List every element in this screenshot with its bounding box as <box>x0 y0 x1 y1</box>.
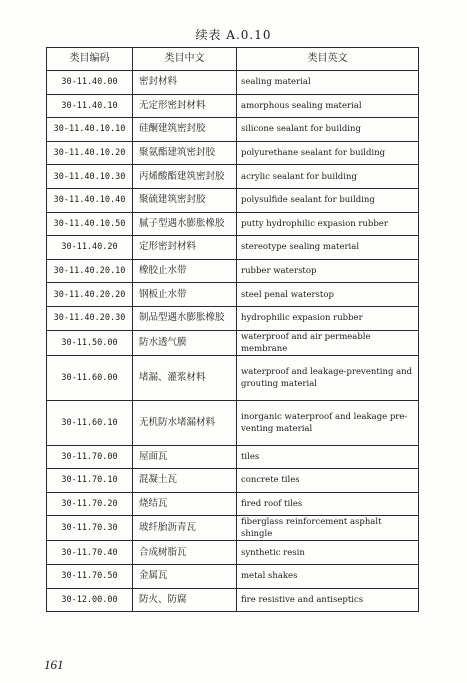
code-cell: 30-11.50.00 <box>47 330 133 355</box>
table-row <box>47 259 419 283</box>
header-code: 类目编码 <box>47 48 133 71</box>
english-cell: waterproof and air permeable membrane <box>237 330 419 355</box>
english-cell: hydrophilic expasion rubber <box>237 306 419 330</box>
chinese-cell: 钢板止水带 <box>133 283 237 307</box>
code-cell: 30-11.70.20 <box>47 492 133 516</box>
chinese-cell: 防水透气膜 <box>133 330 237 355</box>
chinese-cell: 丙烯酸酯建筑密封胶 <box>133 165 237 189</box>
table-row <box>47 330 419 355</box>
english-cell: stereotype sealing material <box>237 236 419 260</box>
table-row <box>47 141 419 165</box>
chinese-cell: 聚硫建筑密封胶 <box>133 188 237 212</box>
english-cell: tiles <box>237 445 419 469</box>
page-number: 161 <box>44 657 64 672</box>
code-cell: 30-11.70.30 <box>47 516 133 541</box>
code-cell: 30-11.70.40 <box>47 541 133 565</box>
code-cell: 30-11.40.10.40 <box>47 188 133 212</box>
english-cell: steel penal waterstop <box>237 283 419 307</box>
table-row <box>47 188 419 212</box>
chinese-cell: 腻子型遇水膨胀橡胶 <box>133 212 237 236</box>
table-row <box>47 588 419 612</box>
table-row <box>47 71 419 95</box>
chinese-cell: 防火、防腐 <box>133 588 237 612</box>
table-row <box>47 94 419 118</box>
header-english: 类目英文 <box>237 48 419 71</box>
classification-table <box>46 47 419 612</box>
table-row <box>47 445 419 469</box>
chinese-cell: 橡胶止水带 <box>133 259 237 283</box>
chinese-cell: 密封材料 <box>133 71 237 95</box>
table-title: 续表 A.0.10 <box>195 28 272 42</box>
code-cell: 30-11.40.20 <box>47 236 133 260</box>
code-cell: 30-11.70.50 <box>47 564 133 588</box>
table-row <box>47 400 419 445</box>
code-cell: 30-11.60.00 <box>47 355 133 400</box>
chinese-cell: 合成树脂瓦 <box>133 541 237 565</box>
english-cell: inorganic waterproof and leakage pre-venting material <box>237 400 419 445</box>
chinese-cell: 无定形密封材料 <box>133 94 237 118</box>
chinese-cell: 制品型遇水膨胀橡胶 <box>133 306 237 330</box>
code-cell: 30-11.70.00 <box>47 445 133 469</box>
code-cell: 30-11.40.20.30 <box>47 306 133 330</box>
table-row <box>47 165 419 189</box>
chinese-cell: 堵漏、灌浆材料 <box>133 355 237 400</box>
english-cell: metal shakes <box>237 564 419 588</box>
english-cell: polysulfide sealant for building <box>237 188 419 212</box>
chinese-cell: 烧结瓦 <box>133 492 237 516</box>
english-cell: rubber waterstop <box>237 259 419 283</box>
table-row <box>47 236 419 260</box>
code-cell: 30-11.40.10.20 <box>47 141 133 165</box>
english-cell: fire resistive and antiseptics <box>237 588 419 612</box>
table-row <box>47 469 419 493</box>
code-cell: 30-11.70.10 <box>47 469 133 493</box>
table-row <box>47 564 419 588</box>
english-cell: acrylic sealant for building <box>237 165 419 189</box>
chinese-cell: 聚氨酯建筑密封胶 <box>133 141 237 165</box>
code-cell: 30-11.40.20.10 <box>47 259 133 283</box>
code-cell: 30-12.00.00 <box>47 588 133 612</box>
chinese-cell: 玻纤胎沥青瓦 <box>133 516 237 541</box>
english-cell: sealing material <box>237 71 419 95</box>
code-cell: 30-11.40.00 <box>47 71 133 95</box>
chinese-cell: 定形密封材料 <box>133 236 237 260</box>
english-cell: fiberglass reinforcement asphalt shingle <box>237 516 419 541</box>
header-chinese: 类目中文 <box>133 48 237 71</box>
english-cell: amorphous sealing material <box>237 94 419 118</box>
chinese-cell: 硅酮建筑密封胶 <box>133 118 237 142</box>
chinese-cell: 金属瓦 <box>133 564 237 588</box>
chinese-cell: 混凝土瓦 <box>133 469 237 493</box>
english-cell: fired roof tiles <box>237 492 419 516</box>
table-row <box>47 212 419 236</box>
table-row <box>47 516 419 541</box>
table-header-row <box>47 48 419 71</box>
code-cell: 30-11.40.10.30 <box>47 165 133 189</box>
chinese-cell: 屋面瓦 <box>133 445 237 469</box>
code-cell: 30-11.40.10.10 <box>47 118 133 142</box>
english-cell: polyurethane sealant for building <box>237 141 419 165</box>
table-row <box>47 306 419 330</box>
code-cell: 30-11.40.20.20 <box>47 283 133 307</box>
table-row <box>47 118 419 142</box>
table-row <box>47 541 419 565</box>
code-cell: 30-11.40.10.50 <box>47 212 133 236</box>
english-cell: concrete tiles <box>237 469 419 493</box>
english-cell: silicone sealant for building <box>237 118 419 142</box>
code-cell: 30-11.40.10 <box>47 94 133 118</box>
table-row <box>47 492 419 516</box>
english-cell: synthetic resin <box>237 541 419 565</box>
table-row <box>47 355 419 400</box>
english-cell: putty hydrophilic expasion rubber <box>237 212 419 236</box>
table-row <box>47 283 419 307</box>
english-cell: waterproof and leakage-preventing and grouting material <box>237 355 419 400</box>
code-cell: 30-11.60.10 <box>47 400 133 445</box>
chinese-cell: 无机防水堵漏材料 <box>133 400 237 445</box>
